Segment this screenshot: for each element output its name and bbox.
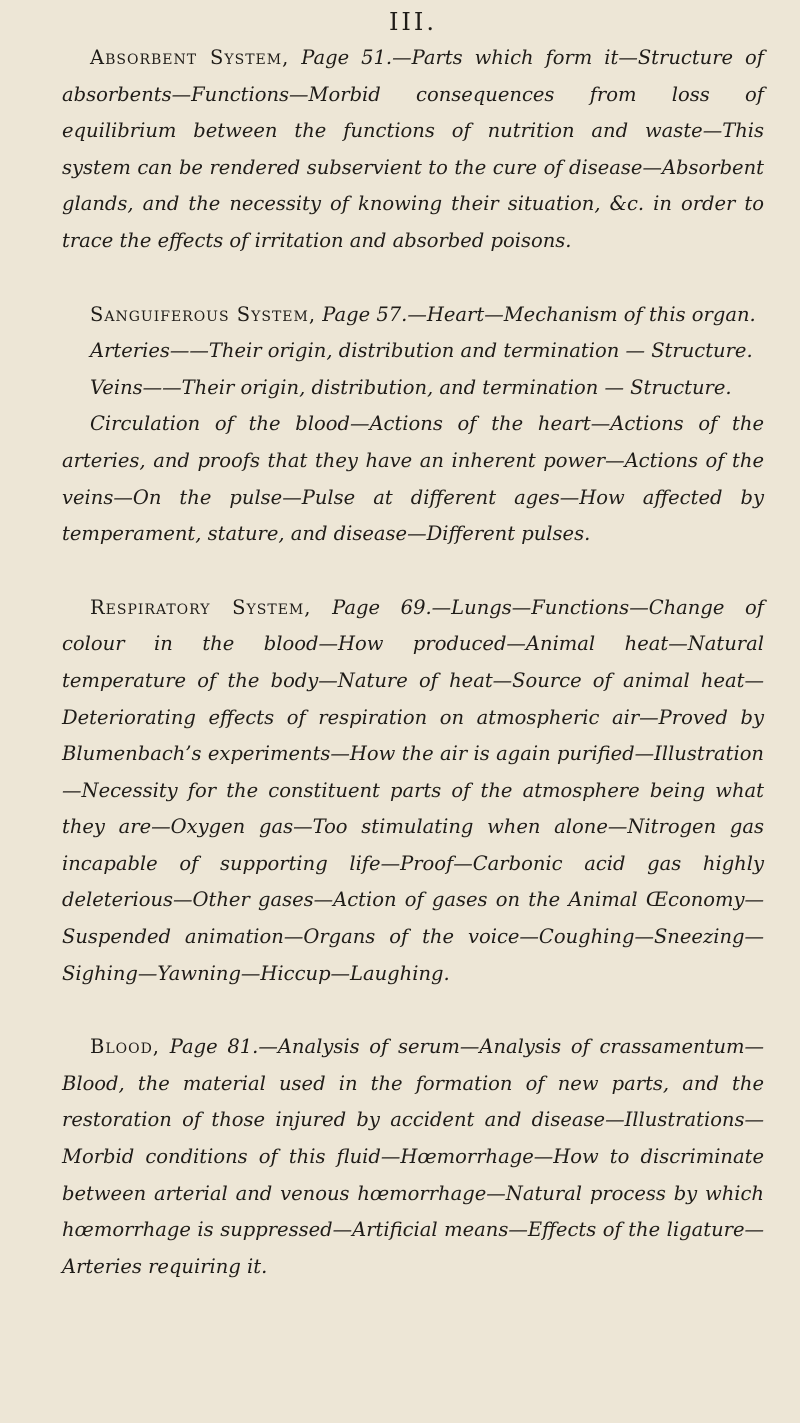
- paragraph-text: Circulation of the blood—Actions of the heart—Actions of the arteries, and proofs that they have an inherent power—Actions of the veins—On the pulse—Pulse at different ages—How affected by temperament, stature, and disease—Different pulses.: [62, 412, 764, 546]
- paragraph: [62, 406, 764, 552]
- paragraph: [62, 1029, 764, 1285]
- paragraph: [62, 590, 764, 993]
- paragraph-text: Page 69.—Lungs—Functions—Change of colour in the blood—How produced—Animal heat—Natural temperature of the body—Nature of heat—Source of animal heat—Deteriorating effects of respiration on atmospheric air—Proved by Blumenbach’s experiments—How the air is again purified—Illustration—Necessity for the constituent parts of the atmosphere being what they are—Oxygen gas—Too stimulating when alone—Nitrogen gas incapable of supporting life—Proof—Carbonic acid gas highly deleterious—Other gases—Action of gases on the Animal Œconomy—Suspended animation—Organs of the voice—Coughing—Sneezing—Sighing—Yawning—Hiccup—Laughing.: [62, 595, 764, 985]
- paragraph: [62, 370, 764, 407]
- paragraph-text: Veins——Their origin, distribution, and termination — Structure.: [90, 375, 732, 399]
- section-heading: Absorbent System,: [90, 46, 290, 69]
- section-absorbent-system: [62, 40, 764, 260]
- section-heading: Blood,: [90, 1035, 161, 1059]
- paragraph: [62, 333, 764, 370]
- paragraph: [62, 297, 764, 334]
- section-blood: [62, 1029, 764, 1285]
- section-sanguiferous-system: [62, 297, 764, 553]
- section-heading: Respiratory System,: [90, 595, 312, 619]
- paragraph-text: Page 57.—Heart—Mechanism of this organ.: [316, 302, 756, 326]
- paragraph-text: Arteries——Their origin, distribution and termination — Structure.: [90, 339, 753, 363]
- paragraph-text: Page 51.—Parts which form it—Structure of absorbents—Functions—Morbid consequences from loss of equilibrium between the functions of nutrition and waste—This system can be rendered subservient to the cure of disease—Absorbent glands, and the necessity of knowing their situation, &c. in order to trace the effects of irritation and absorbed poisons.: [62, 46, 764, 252]
- section-respiratory-system: [62, 590, 764, 993]
- section-heading: Sanguiferous System,: [90, 302, 317, 326]
- paragraph-text: Page 81.—Analysis of serum—Analysis of crassamentum—Blood, the material used in the formation of new parts, and the restoration of those injured by accident and disease—Illustrations—Morbid conditions of this fluid—Hœmorrhage—How to discriminate between arterial and venous hœmorrhage—Natural process by which hœmorrhage is suppressed—Artificial means—Effects of the ligature—Arteries requiring it.: [62, 1035, 764, 1278]
- page-number: III.: [388, 8, 438, 36]
- paragraph: [62, 40, 764, 260]
